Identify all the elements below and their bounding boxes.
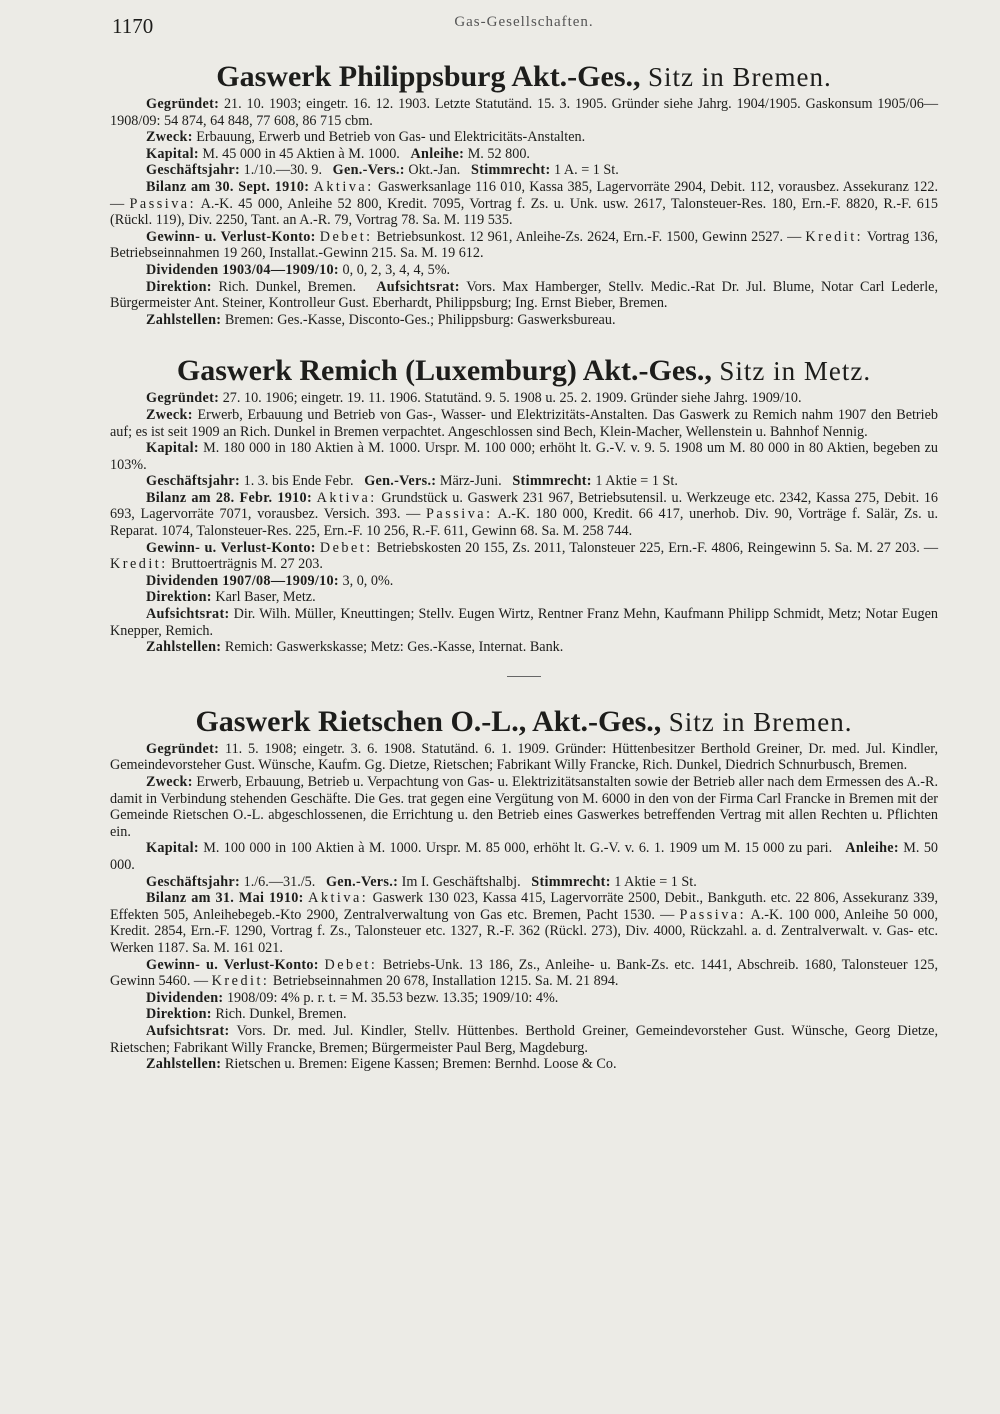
entry-key: Bilanz am 28. Febr. 1910: bbox=[146, 489, 312, 506]
entry-text: 1 A. = 1 St. bbox=[554, 162, 619, 179]
entry-key: Zahlstellen: bbox=[146, 639, 222, 656]
entry-key: Geschäftsjahr: bbox=[146, 162, 241, 179]
entry-geschaeftsjahr bbox=[110, 874, 938, 891]
entry-text: Karl Baser, Metz. bbox=[215, 589, 316, 606]
entry-zweck bbox=[110, 407, 938, 440]
entry-label: Passiva: bbox=[129, 195, 197, 212]
entry-text: M. 45 000 in 45 Aktien à M. 1000. bbox=[202, 145, 400, 162]
entry-zahlstellen bbox=[110, 312, 938, 329]
entry-key: Gewinn- u. Verlust-Konto: bbox=[146, 956, 319, 973]
entry-bilanz bbox=[110, 890, 938, 956]
company-title bbox=[110, 705, 938, 739]
entry-gegruendet bbox=[110, 390, 938, 407]
entry-text: Rich. Dunkel, Bremen. bbox=[215, 1006, 347, 1023]
entry-label: Debet: bbox=[319, 539, 373, 556]
entry-key: Aufsichtsrat: bbox=[146, 606, 230, 623]
entry-text: März-Juni. bbox=[439, 473, 502, 490]
entry-zahlstellen bbox=[110, 1056, 938, 1073]
entry-text: 0, 0, 2, 3, 4, 4, 5%. bbox=[342, 261, 451, 278]
entry-direktion bbox=[110, 279, 938, 312]
entry-text: M. 52 800. bbox=[467, 145, 530, 162]
entry-key: Stimmrecht: bbox=[531, 873, 611, 890]
running-title: Gas-Gesellschaften. bbox=[454, 14, 594, 30]
entry-key: Zahlstellen: bbox=[146, 311, 222, 328]
entry-text: Rietschen u. Bremen: Eigene Kassen; Bremen: Bernhd. Loose & Co. bbox=[224, 1056, 617, 1073]
company-remich bbox=[110, 354, 938, 677]
entry-text: Im I. Geschäftshalbj. bbox=[401, 873, 521, 890]
entry-kapital bbox=[110, 840, 938, 873]
entry-text: 1 Aktie = 1 St. bbox=[614, 873, 697, 890]
entry-key: Kapital: bbox=[146, 440, 199, 457]
entry-key: Dividenden 1903/04—1909/10: bbox=[146, 261, 339, 278]
entry-text: M. 180 000 in 180 Aktien à M. 1000. Urspr. M. 100 000; erhöht lt. G.-V. v. 9. 5. 1908 um M. 80 000 in 80 Aktien, begeben zu 103%. bbox=[110, 440, 938, 473]
entry-text: Gaswerk 130 023, Kassa 415, Lagervorräte 2500, Debit., Bankguth. etc. 22 806, Assekuranz 339, Effekten 505, Anleihebegeb.-Kto 2900, Zentralverwaltung von Gas etc. Bremen, Pacht 1530. — bbox=[110, 890, 939, 923]
entry-text: 1. 3. bis Ende Febr. bbox=[243, 473, 354, 490]
entry-direktion bbox=[110, 1006, 938, 1023]
entry-kapital bbox=[110, 146, 938, 163]
entry-kapital bbox=[110, 440, 938, 473]
entry-text: 1 Aktie = 1 St. bbox=[595, 473, 678, 490]
company-rietschen bbox=[110, 705, 938, 1073]
entry-key: Dividenden 1907/08—1909/10: bbox=[146, 572, 339, 589]
entry-key: Gen.-Vers.: bbox=[364, 473, 437, 490]
entry-text: Gaswerksanlage 116 010, Kassa 385, Lagervorräte 2904, Debit. 112, vorausbez. Assekuranz 122. — bbox=[110, 178, 939, 212]
company-entries bbox=[110, 741, 938, 1073]
entry-gewinn-verlust bbox=[110, 540, 938, 573]
entry-text: A.-K. 100 000, Anleihe 50 000, Kredit. 2854, Ern.-F. 1290, Vortrag f. Zs., Talonsteuer etc. 1327, R.-F. 362 (Rückl. 273), Div. 4000, Rückzahl. a. d. Zentralverwalt. v. Gas- etc. Werken 1187. Sa. M. 161 021. bbox=[110, 906, 939, 956]
entry-dividenden bbox=[110, 262, 938, 279]
entry-key: Stimmrecht: bbox=[471, 162, 551, 179]
section-divider bbox=[507, 676, 541, 677]
entry-text: 1908/09: 4% p. r. t. = M. 35.53 bezw. 13.35; 1909/10: 4%. bbox=[226, 989, 559, 1006]
entry-label: Kredit: bbox=[211, 973, 270, 990]
entry-gegruendet bbox=[110, 741, 938, 774]
entry-key: Gegründet: bbox=[146, 390, 220, 407]
entry-key: Gewinn- u. Verlust-Konto: bbox=[146, 539, 316, 556]
entry-key: Geschäftsjahr: bbox=[146, 473, 241, 490]
entry-label: Aktiva: bbox=[308, 890, 369, 907]
entry-key: Aufsichtsrat: bbox=[146, 1022, 230, 1039]
entry-text: Dir. Wilh. Müller, Kneuttingen; Stellv. Eugen Wirtz, Rentner Franz Mehn, Kaufmann Philipp Schmidt, Metz; Notar Eugen Knepper, Remich. bbox=[110, 606, 938, 639]
entry-text: Bremen: Ges.-Kasse, Disconto-Ges.; Philippsburg: Gaswerksbureau. bbox=[224, 311, 616, 328]
entry-key: Bilanz am 31. Mai 1910: bbox=[146, 890, 304, 907]
entry-key: Zahlstellen: bbox=[146, 1056, 222, 1073]
company-name: Gaswerk Philippsburg Akt.-Ges., bbox=[216, 60, 641, 93]
entry-label: Aktiva: bbox=[316, 489, 377, 506]
page-header bbox=[110, 14, 938, 48]
entry-label: Kredit: bbox=[805, 228, 864, 245]
entry-geschaeftsjahr bbox=[110, 162, 938, 179]
entry-text: Betriebskosten 20 155, Zs. 2011, Talonsteuer 225, Ern.-F. 4806, Reingewinn 5. Sa. M. 27 203. — bbox=[376, 539, 939, 556]
entry-text: Okt.-Jan. bbox=[408, 162, 461, 179]
entry-text: 3, 0, 0%. bbox=[342, 572, 394, 589]
entry-key: Anleihe: bbox=[410, 145, 465, 162]
entry-text: 1./6.—31./5. bbox=[243, 873, 316, 890]
entry-text: M. 50 000. bbox=[110, 840, 939, 873]
page-number: 1170 bbox=[112, 14, 154, 38]
entry-key: Gegründet: bbox=[146, 740, 220, 757]
entry-key: Direktion: bbox=[146, 589, 212, 606]
entry-label: Passiva: bbox=[426, 506, 493, 523]
company-philippsburg bbox=[110, 60, 938, 328]
entry-text: Betriebs-Unk. 13 186, Zs., Anleihe- u. Bank-Zs. etc. 1441, Abschreib. 1680, Talonsteuer 125, Gewinn 5460. — bbox=[110, 956, 939, 990]
entry-aufsichtsrat bbox=[110, 1023, 938, 1056]
company-entries bbox=[110, 390, 938, 656]
entry-aufsichtsrat bbox=[110, 606, 938, 639]
entry-key: Bilanz am 30. Sept. 1910: bbox=[146, 178, 310, 195]
entry-text: 1./10.—30. 9. bbox=[243, 162, 323, 179]
entry-key: Aufsichtsrat: bbox=[376, 278, 460, 295]
entry-key: Anleihe: bbox=[845, 840, 899, 857]
company-name: Gaswerk Remich (Luxemburg) Akt.-Ges., bbox=[176, 354, 712, 388]
entry-key: Kapital: bbox=[146, 145, 199, 162]
entry-key: Gen.-Vers.: bbox=[325, 873, 399, 890]
company-entries bbox=[110, 96, 938, 328]
entry-key: Zweck: bbox=[146, 129, 193, 146]
entry-text: A.-K. 180 000, Kredit. 66 417, unerhob. Div. 90, Vorträge f. Salär, Zs. u. Reparat. 1074, Talonsteuer-Res. 225, Ern.-F. 10 256, R.-F. 611, Gewinn 68. Sa. M. 258 744. bbox=[110, 506, 938, 540]
entry-zweck bbox=[110, 129, 938, 146]
entry-text: Vors. Max Hamberger, Stellv. Medic.-Rat Dr. Jul. Blume, Notar Carl Lederle, Bürgermeister Ant. Steiner, Kontrolleur Gust. Eberhardt, Philippsburg; Ing. Ernst Bieber, Bremen. bbox=[110, 278, 938, 312]
entry-text: Erbauung, Erwerb und Betrieb von Gas- und Elektricitäts-Anstalten. bbox=[196, 129, 586, 146]
entry-text: Vors. Dr. med. Jul. Kindler, Stellv. Hüttenbes. Berthold Greiner, Gemeindevorsteher Gust. Wünsche, Georg Dietze, Rietschen; Fabrikant Willy Francke, Bremen; Bürgermeister Paul Berg, Magdeburg. bbox=[110, 1022, 938, 1056]
entry-key: Dividenden: bbox=[146, 989, 224, 1006]
company-title bbox=[110, 60, 938, 94]
entry-key: Direktion: bbox=[146, 1006, 212, 1023]
company-name: Gaswerk Rietschen O.-L., Akt.-Ges., bbox=[195, 704, 662, 738]
entry-key: Zweck: bbox=[146, 774, 193, 790]
entry-dividenden bbox=[110, 990, 938, 1007]
entry-bilanz bbox=[110, 179, 938, 229]
entry-key: Gewinn- u. Verlust-Konto: bbox=[146, 228, 316, 245]
entry-key: Direktion: bbox=[146, 278, 212, 295]
entry-text: Erwerb, Erbauung und Betrieb von Gas-, Wasser- und Elektrizitäts-Anstalten. Das Gaswerk zu Remich nahm 1907 den Betrieb auf; es ist seit 1909 an Rich. Dunkel in Bremen verpachtet. Angeschlossen sind Bech, Klein-Macher, Wellenstein u. Bahnhof Nennig. bbox=[110, 406, 938, 440]
entry-label: Debet: bbox=[319, 228, 373, 245]
entry-text: Vortrag 136, Betriebseinnahmen 19 260, Installat.-Gewinn 215. Sa. M. 19 612. bbox=[110, 228, 939, 262]
entry-key: Geschäftsjahr: bbox=[146, 873, 241, 890]
company-seat: Sitz in Bremen. bbox=[668, 706, 853, 737]
entry-text: Betriebsunkost. 12 961, Anleihe-Zs. 2624, Ern.-F. 1500, Gewinn 2527. — bbox=[376, 228, 802, 245]
entry-gewinn-verlust bbox=[110, 229, 938, 262]
entry-label: Aktiva: bbox=[313, 178, 374, 195]
entry-label: Debet: bbox=[324, 956, 378, 973]
entry-dividenden bbox=[110, 573, 938, 590]
entry-label: Kredit: bbox=[110, 556, 168, 573]
entry-key: Kapital: bbox=[146, 840, 199, 857]
entry-text: M. 100 000 in 100 Aktien à M. 1000. Urspr. M. 85 000, erhöht lt. G.-V. v. 6. 1. 1909 um M. 15 000 zu pari. bbox=[203, 840, 833, 857]
entry-text: Erwerb, Erbauung, Betrieb u. Verpachtung von Gas- u. Elektrizitätsanstalten sowie der Betrieb aller nach dem Ermessen des A.-R. damit in Verbindung stehenden Geschäfte. Die Ges. trat gegen eine Vergütung von M. 6000 in den von der Firma Carl Francke in Bremen mit der Gemeinde Rietschen O.-L. abgeschlossenen, die Errichtung u. den Betrieb eines Gaswerkes betreffenden Vertrag mit allen Rechten u. Pflichten ein. bbox=[110, 774, 939, 840]
entry-gegruendet bbox=[110, 96, 938, 129]
entry-zweck bbox=[110, 774, 938, 840]
entry-text: 21. 10. 1903; eingetr. 16. 12. 1903. Letzte Statutänd. 15. 3. 1905. Gründer siehe Jahrg. 1904/1905. Gaskonsum 1905/06—1908/09: 54 874, 64 848, 77 608, 86 715 cbm. bbox=[110, 96, 939, 129]
entry-key: Stimmrecht: bbox=[512, 473, 592, 490]
entry-geschaeftsjahr bbox=[110, 473, 938, 490]
entry-direktion bbox=[110, 589, 938, 606]
entry-key: Gegründet: bbox=[146, 96, 220, 112]
entry-text: Bruttoerträgnis M. 27 203. bbox=[171, 556, 323, 573]
entry-text: Grundstück u. Gaswerk 231 967, Betriebsutensil. u. Werkzeuge etc. 2342, Kassa 275, Debit. 16 693, Lagervorräte 7071, vorausbez. Versich. 393. — bbox=[110, 489, 939, 523]
entry-bilanz bbox=[110, 490, 938, 540]
entry-text: Remich: Gaswerkskasse; Metz: Ges.-Kasse, Internat. Bank. bbox=[224, 639, 564, 656]
entry-key: Gen.-Vers.: bbox=[332, 162, 405, 179]
entry-key: Zweck: bbox=[146, 406, 193, 423]
company-seat: Sitz in Bremen. bbox=[648, 62, 832, 92]
entry-label: Passiva: bbox=[679, 906, 747, 923]
entry-text: Rich. Dunkel, Bremen. bbox=[218, 278, 357, 295]
entry-text: 11. 5. 1908; eingetr. 3. 6. 1908. Statutänd. 6. 1. 1909. Gründer: Hüttenbesitzer Berthold Greiner, Dr. med. Jul. Kindler, Gemeindevorsteher Gust. Wünsche, Kaufm. Gg. Dietze, Rietschen; Fabrikant Willy Francke, Rich. Dunkel, Diedrich Schnurbusch, Bremen. bbox=[110, 740, 938, 774]
entry-text: A.-K. 45 000, Anleihe 52 800, Kredit. 7095, Vortrag f. Zs. u. Unk. usw. 2617, Talonsteuer-Res. 180, Ern.-F. 8820, R.-F. 615 (Rückl. 119), Div. 2250, Tant. an A.-R. 79, Vortrag 78. Sa. M. 119 535. bbox=[110, 195, 939, 229]
entry-text: Betriebseinnahmen 20 678, Installation 1215. Sa. M. 21 894. bbox=[272, 973, 619, 990]
entry-gewinn-verlust bbox=[110, 957, 938, 990]
company-seat: Sitz in Metz. bbox=[719, 356, 872, 387]
company-title bbox=[110, 354, 938, 388]
entry-zahlstellen bbox=[110, 639, 938, 656]
entry-text: 27. 10. 1906; eingetr. 19. 11. 1906. Statutänd. 9. 5. 1908 u. 25. 2. 1909. Gründer siehe Jahrg. 1909/10. bbox=[222, 390, 802, 407]
